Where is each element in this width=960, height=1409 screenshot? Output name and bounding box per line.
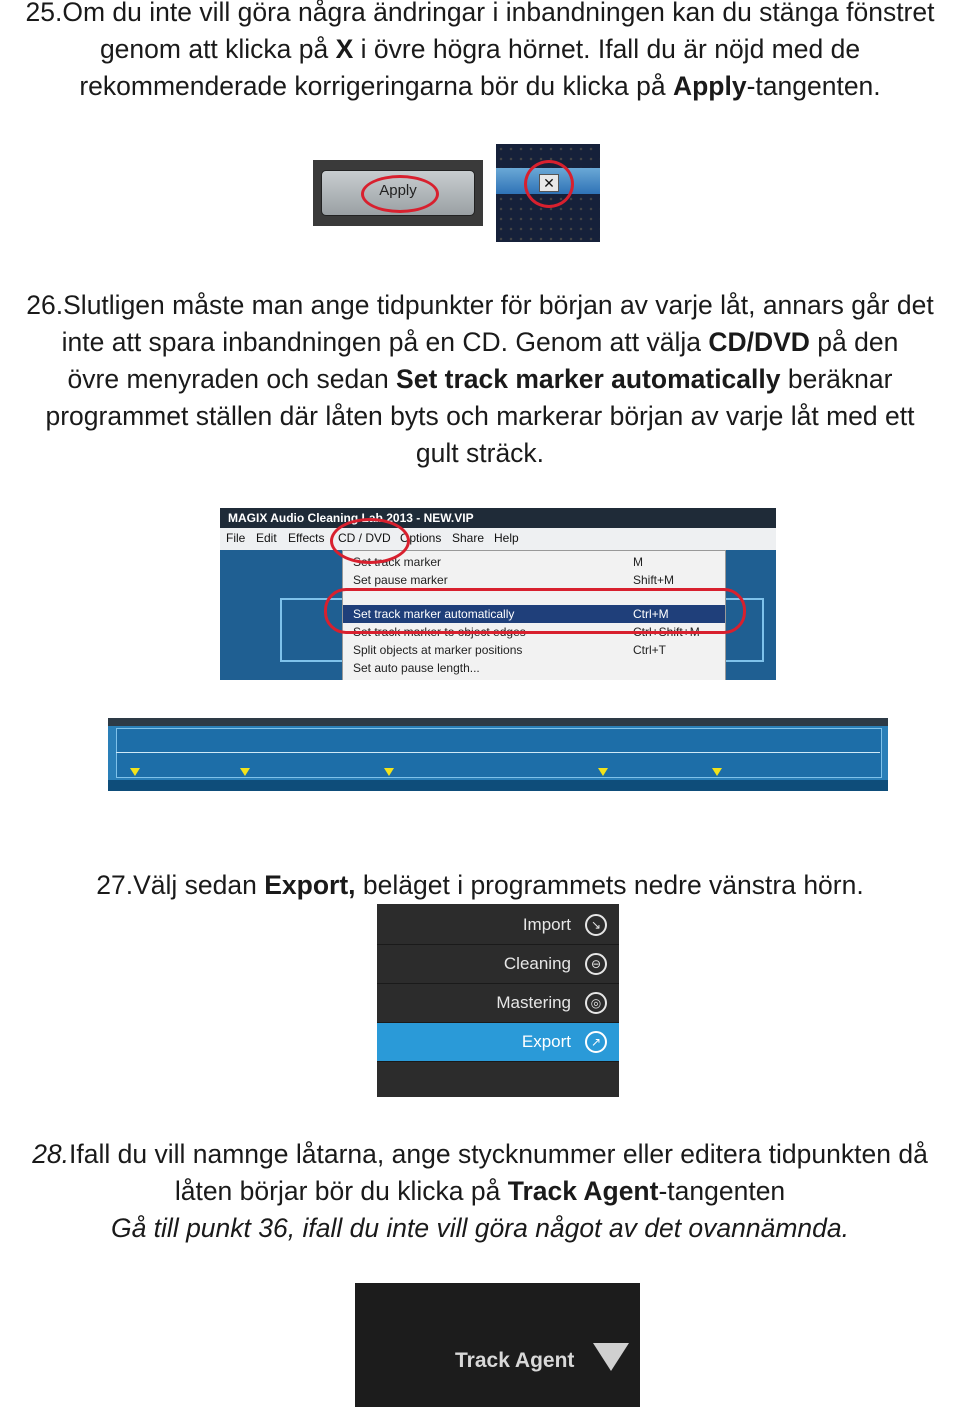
step27-text: beläget i programmets nedre vänstra hörn. xyxy=(355,870,864,900)
menu-item-label: Set pause marker xyxy=(353,573,448,587)
step25-bold-apply: Apply xyxy=(672,71,747,101)
waveform-line xyxy=(116,752,880,753)
menu-edit[interactable]: Edit xyxy=(256,531,277,545)
menu-options[interactable]: Options xyxy=(400,531,442,545)
apply-screenshot xyxy=(313,160,483,226)
highlight-ring xyxy=(324,588,746,634)
menu-item-label: Set track marker xyxy=(353,555,442,569)
export-screenshot xyxy=(377,904,619,1097)
import-item[interactable] xyxy=(377,906,619,945)
export-icon: ↗ xyxy=(585,1031,607,1053)
menu-item-label: Set track marker to object edges xyxy=(353,625,526,639)
highlight-ring xyxy=(330,518,410,564)
step25-line2 xyxy=(0,31,960,68)
menu-item-split-objects[interactable] xyxy=(343,641,725,659)
mastering-item[interactable] xyxy=(377,984,619,1023)
track-agent-screenshot xyxy=(355,1283,640,1407)
window-title xyxy=(220,508,776,528)
step26-bold-settrack: Set track marker automatically xyxy=(396,364,781,394)
step25-text: rekommenderade korrigeringarna bör du klicka på xyxy=(79,71,673,101)
step26-text: på den xyxy=(809,327,899,357)
menu-item-label: Set track marker automatically xyxy=(353,607,515,621)
track-marker-icon[interactable] xyxy=(240,768,250,776)
menu-item-label: Split objects at marker positions xyxy=(353,643,523,657)
step28-text: Ifall du vill namnge låtarna, ange stycknummer eller editera tidpunkten då xyxy=(69,1139,928,1169)
track-agent-label[interactable]: Track Agent xyxy=(455,1349,575,1372)
track-marker-icon[interactable] xyxy=(130,768,140,776)
close-icon[interactable]: ✕ xyxy=(539,174,559,192)
menu-share[interactable]: Share xyxy=(452,531,485,545)
step28-bold-trackagent: Track Agent xyxy=(507,1176,659,1206)
apply-button-label: Apply xyxy=(379,182,417,199)
menu-file[interactable]: File xyxy=(226,531,246,545)
step26-text: inte att spara inbandningen på en CD. Genom att välja xyxy=(61,327,709,357)
menu-item-shortcut: Ctrl+M xyxy=(633,607,669,621)
step27-line xyxy=(0,867,960,904)
window-title-text: MAGIX Audio Cleaning Lab 2013 - NEW.VIP xyxy=(228,511,474,525)
step26-text: övre menyraden och sedan xyxy=(67,364,397,394)
cleaning-item[interactable] xyxy=(377,945,619,984)
menu-item-shortcut: Shift+M xyxy=(633,573,675,587)
step26-line1 xyxy=(0,287,960,324)
step26-text: beräknar xyxy=(780,364,893,394)
step25-line3 xyxy=(0,68,960,105)
timeline xyxy=(108,780,888,791)
cleaning-icon: ⊖ xyxy=(585,953,607,975)
step28-text: låten börjar bör du klicka på xyxy=(174,1176,508,1206)
mastering-icon: ◎ xyxy=(585,992,607,1014)
menu-item-label: Set auto pause length... xyxy=(353,661,480,675)
cddvd-menu-screenshot xyxy=(220,508,776,680)
highlight-ring xyxy=(361,175,439,213)
waveform-screenshot xyxy=(108,718,888,791)
menu-help[interactable]: Help xyxy=(494,531,519,545)
menu-item-set-pause-marker[interactable] xyxy=(343,571,725,589)
step25-text: Om du inte vill göra några ändringar i inbandningen kan du stänga fönstret xyxy=(62,0,935,27)
step26-number: 26. xyxy=(26,290,64,320)
step25-line1 xyxy=(0,0,960,31)
menu-item-shortcut: M xyxy=(633,555,643,569)
menu-item-shortcut: Ctrl+T xyxy=(633,643,666,657)
mastering-label: Mastering xyxy=(496,993,571,1012)
step26-bold-cddvd: CD/DVD xyxy=(708,327,810,357)
import-label: Import xyxy=(522,915,571,934)
step26-line3 xyxy=(0,361,960,398)
step28-text: -tangenten xyxy=(658,1176,786,1206)
step28-line1 xyxy=(0,1136,960,1173)
step25-number: 25. xyxy=(25,0,63,27)
dropdown-arrow-icon[interactable] xyxy=(593,1343,629,1371)
menu-item-shortcut: Ctrl+Shift+M xyxy=(633,625,700,639)
menu-cddvd[interactable]: CD / DVD xyxy=(338,531,391,545)
step26-line5: gult sträck. xyxy=(415,438,545,468)
audio-track xyxy=(116,728,882,778)
step25-text: genom att klicka på xyxy=(99,34,336,64)
cleaning-label: Cleaning xyxy=(503,954,571,973)
close-screenshot xyxy=(496,144,600,242)
step28-line3: Gå till punkt 36, ifall du inte vill göra något av det ovannämnda. xyxy=(110,1213,850,1243)
step25-bold-x: X xyxy=(335,34,354,64)
toolbar-strip xyxy=(108,718,888,726)
export-label: Export xyxy=(521,1032,571,1051)
highlight-ring xyxy=(524,160,574,208)
export-item[interactable] xyxy=(377,1023,619,1062)
menu-effects[interactable]: Effects xyxy=(288,531,325,545)
menubar xyxy=(220,528,776,550)
step25-text: i övre högra hörnet. Ifall du är nöjd med de xyxy=(353,34,861,64)
step28-number: 28. xyxy=(32,1139,70,1169)
step27-number: 27. xyxy=(96,870,134,900)
track-marker-icon[interactable] xyxy=(598,768,608,776)
import-icon: ↘ xyxy=(585,914,607,936)
step25-text: -tangenten. xyxy=(746,71,881,101)
step27-text: Välj sedan xyxy=(133,870,265,900)
menu-item-auto-pause-length[interactable] xyxy=(343,659,725,677)
step26-line2 xyxy=(0,324,960,361)
step28-line2 xyxy=(0,1173,960,1210)
track-marker-icon[interactable] xyxy=(712,768,722,776)
step27-bold-export: Export, xyxy=(264,870,356,900)
step26-line4: programmet ställen där låten byts och markerar början av varje låt med ett xyxy=(45,401,915,431)
track-marker-icon[interactable] xyxy=(384,768,394,776)
step26-text: Slutligen måste man ange tidpunkter för början av varje låt, annars går det xyxy=(63,290,934,320)
